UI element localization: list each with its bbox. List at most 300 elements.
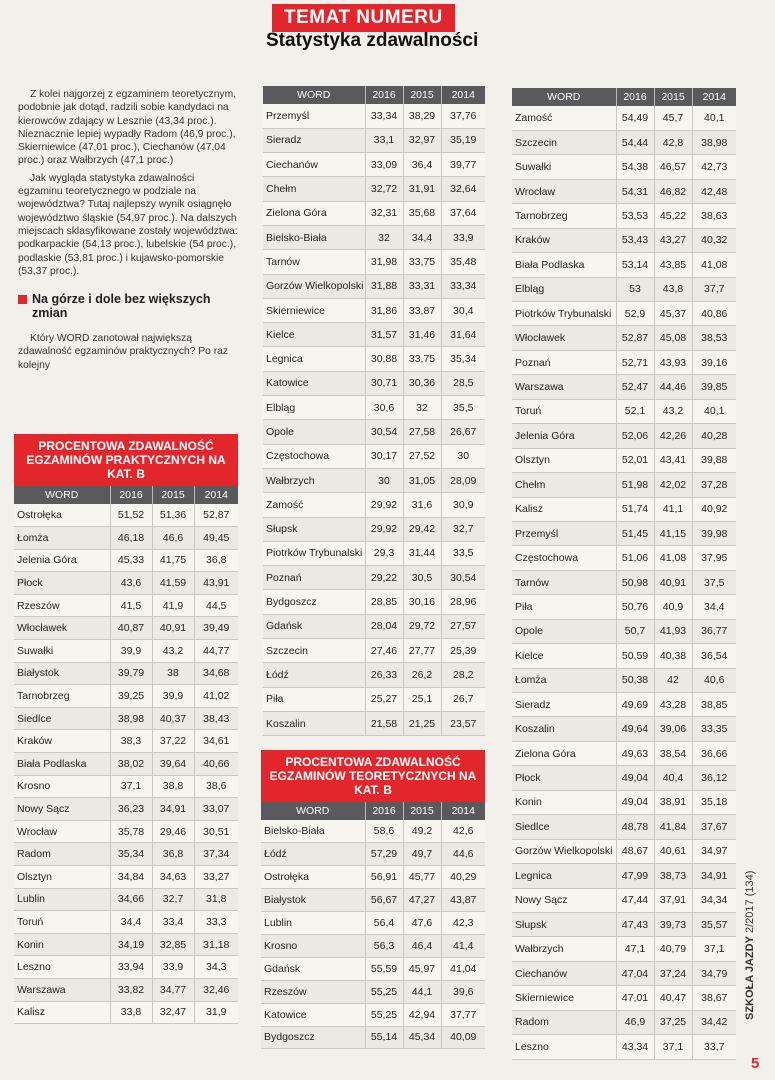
cell-value: 43,41	[654, 448, 692, 472]
cell-value: 32,7	[441, 517, 485, 541]
cell-value: 45,22	[654, 204, 692, 228]
cell-value: 27,77	[403, 639, 441, 663]
cell-value: 41,5	[110, 594, 152, 617]
cell-value: 30,5	[403, 566, 441, 590]
cell-word: Ciechanów	[512, 961, 616, 985]
cell-value: 26,2	[403, 663, 441, 687]
theoretical-table-continued	[512, 88, 736, 1060]
theoretical-table	[261, 802, 485, 1049]
cell-value: 32,72	[365, 177, 403, 201]
cell-value: 47,6	[403, 912, 441, 935]
article-paragraph: Który WORD zanotował największą zdawalność egzaminów praktycznych? Po raz kolejny	[18, 333, 229, 371]
table-row	[14, 640, 238, 663]
column-header-2015: 2015	[403, 86, 441, 104]
cell-value: 31,86	[365, 298, 403, 322]
column-header-2016: 2016	[616, 88, 654, 106]
cell-value: 31,44	[403, 541, 441, 565]
cell-value: 55,59	[365, 957, 403, 980]
cell-value: 36,8	[152, 843, 194, 866]
table-row	[261, 1026, 485, 1049]
table-row	[263, 541, 485, 565]
table-row	[512, 790, 736, 814]
cell-word: Zamość	[512, 106, 616, 130]
cell-value: 33,27	[194, 866, 238, 889]
cell-value: 37,1	[110, 775, 152, 798]
cell-word: Gorzów Wielkopolski	[263, 274, 365, 298]
cell-value: 43,85	[654, 253, 692, 277]
cell-word: Siedlce	[14, 707, 110, 730]
cell-value: 50,98	[616, 570, 654, 594]
cell-word: Bydgoszcz	[261, 1026, 365, 1049]
cell-value: 37,77	[441, 1003, 485, 1026]
cell-value: 49,63	[616, 741, 654, 765]
cell-word: Legnica	[512, 864, 616, 888]
cell-value: 29,42	[403, 517, 441, 541]
cell-value: 52,06	[616, 424, 654, 448]
cell-value: 41,75	[152, 549, 194, 572]
cell-value: 50,38	[616, 668, 654, 692]
cell-word: Wałbrzych	[263, 468, 365, 492]
cell-value: 33,09	[365, 153, 403, 177]
cell-word: Tarnów	[512, 570, 616, 594]
cell-value: 42,3	[441, 912, 485, 935]
cell-value: 34,84	[110, 866, 152, 889]
cell-value: 38	[152, 662, 194, 685]
table-row	[512, 912, 736, 936]
cell-value: 58,6	[365, 820, 403, 843]
table-row	[263, 566, 485, 590]
cell-value: 30,36	[403, 371, 441, 395]
cell-value: 43,27	[654, 228, 692, 252]
cell-word: Płock	[14, 572, 110, 595]
cell-value: 31,46	[403, 323, 441, 347]
cell-value: 40,28	[692, 424, 736, 448]
cell-value: 31,64	[441, 323, 485, 347]
cell-value: 45,77	[403, 866, 441, 889]
table-row	[512, 228, 736, 252]
cell-value: 44,5	[194, 594, 238, 617]
cell-value: 36,23	[110, 798, 152, 821]
table-row	[512, 937, 736, 961]
cell-word: Kraków	[512, 228, 616, 252]
cell-word: Bielsko-Biała	[261, 820, 365, 843]
cell-value: 29,46	[152, 820, 194, 843]
cell-value: 32,46	[194, 978, 238, 1001]
cell-value: 32,85	[152, 933, 194, 956]
cell-value: 27,46	[365, 639, 403, 663]
column-header-word: WORD	[14, 486, 110, 504]
table-row	[14, 617, 238, 640]
cell-value: 35,19	[441, 128, 485, 152]
cell-value: 31,57	[365, 323, 403, 347]
cell-value: 49,45	[194, 527, 238, 550]
cell-value: 47,04	[616, 961, 654, 985]
cell-value: 44,6	[441, 843, 485, 866]
cell-value: 43,28	[654, 693, 692, 717]
cell-value: 55,25	[365, 1003, 403, 1026]
table-row	[261, 866, 485, 889]
table-row	[512, 986, 736, 1010]
column-header-2015: 2015	[654, 88, 692, 106]
cell-word: Jelenia Góra	[14, 549, 110, 572]
cell-word: Częstochowa	[512, 546, 616, 570]
cell-word: Gdańsk	[261, 957, 365, 980]
cell-word: Toruń	[14, 911, 110, 934]
table-row	[512, 717, 736, 741]
cell-value: 49,64	[616, 717, 654, 741]
table-row	[512, 1035, 736, 1059]
cell-word: Chełm	[263, 177, 365, 201]
table-row	[512, 424, 736, 448]
cell-value: 38,63	[692, 204, 736, 228]
page-title: Statystyka zdawalności	[266, 30, 479, 51]
table-row	[261, 934, 485, 957]
cell-word: Opole	[263, 420, 365, 444]
cell-value: 39,06	[654, 717, 692, 741]
cell-value: 54,31	[616, 179, 654, 203]
cell-value: 42,6	[441, 820, 485, 843]
cell-value: 34,4	[110, 911, 152, 934]
cell-value: 52,71	[616, 350, 654, 374]
cell-value: 55,25	[365, 980, 403, 1003]
cell-value: 42	[654, 668, 692, 692]
cell-value: 41,02	[194, 685, 238, 708]
cell-word: Szczecin	[512, 130, 616, 154]
cell-value: 49,69	[616, 693, 654, 717]
cell-value: 52,47	[616, 375, 654, 399]
cell-value: 28,5	[441, 371, 485, 395]
cell-value: 34,68	[194, 662, 238, 685]
cell-value: 33,3	[194, 911, 238, 934]
cell-value: 27,57	[441, 614, 485, 638]
table-row	[14, 775, 238, 798]
cell-word: Biała Podlaska	[512, 253, 616, 277]
cell-value: 35,48	[441, 250, 485, 274]
cell-word: Skierniewice	[263, 298, 365, 322]
table-row	[14, 956, 238, 979]
cell-value: 49,2	[403, 820, 441, 843]
table-row	[263, 614, 485, 638]
cell-value: 31,8	[194, 888, 238, 911]
cell-word: Łomża	[14, 527, 110, 550]
table-row	[263, 444, 485, 468]
cell-word: Leszno	[512, 1035, 616, 1059]
cell-value: 37,91	[654, 888, 692, 912]
cell-value: 43,34	[616, 1035, 654, 1059]
cell-value: 25,1	[403, 687, 441, 711]
cell-value: 37,67	[692, 815, 736, 839]
cell-word: Wrocław	[14, 820, 110, 843]
cell-word: Kalisz	[512, 497, 616, 521]
cell-word: Warszawa	[512, 375, 616, 399]
cell-value: 34,34	[692, 888, 736, 912]
theoretical-table-cont-box	[512, 88, 736, 1060]
cell-value: 33,35	[692, 717, 736, 741]
cell-value: 38,91	[654, 790, 692, 814]
table-row	[261, 980, 485, 1003]
table-row	[263, 711, 485, 735]
cell-value: 29,3	[365, 541, 403, 565]
cell-value: 41,08	[692, 253, 736, 277]
cell-value: 32,31	[365, 201, 403, 225]
cell-value: 30,17	[365, 444, 403, 468]
cell-value: 38,02	[110, 753, 152, 776]
cell-value: 30,4	[441, 298, 485, 322]
cell-word: Krosno	[14, 775, 110, 798]
table-row	[512, 644, 736, 668]
table-row	[512, 179, 736, 203]
cell-word: Toruń	[512, 399, 616, 423]
table-row	[263, 323, 485, 347]
table-row	[512, 864, 736, 888]
column-header-2016: 2016	[365, 802, 403, 820]
cell-value: 38,3	[110, 730, 152, 753]
cell-value: 33,9	[152, 956, 194, 979]
column-header-2015: 2015	[152, 486, 194, 504]
table-row	[14, 866, 238, 889]
cell-value: 43,91	[194, 572, 238, 595]
section-badge: TEMAT NUMERU	[272, 4, 455, 32]
cell-word: Olsztyn	[14, 866, 110, 889]
cell-value: 41,4	[441, 934, 485, 957]
cell-value: 43,2	[152, 640, 194, 663]
cell-value: 25,39	[441, 639, 485, 663]
cell-value: 34,4	[403, 225, 441, 249]
practical-table-continued	[263, 86, 485, 736]
cell-value: 39,16	[692, 350, 736, 374]
cell-word: Włocławek	[14, 617, 110, 640]
table-row	[512, 546, 736, 570]
cell-value: 29,92	[365, 493, 403, 517]
cell-value: 21,25	[403, 711, 441, 735]
cell-word: Kielce	[263, 323, 365, 347]
cell-value: 40,37	[152, 707, 194, 730]
cell-word: Chełm	[512, 473, 616, 497]
table-row	[512, 619, 736, 643]
cell-value: 28,2	[441, 663, 485, 687]
cell-value: 38,29	[403, 104, 441, 128]
cell-value: 35,18	[692, 790, 736, 814]
table-row	[14, 527, 238, 550]
column-header-2015: 2015	[403, 802, 441, 820]
cell-value: 38,73	[654, 864, 692, 888]
cell-value: 31,05	[403, 468, 441, 492]
cell-value: 52,9	[616, 302, 654, 326]
cell-word: Tarnobrzeg	[14, 685, 110, 708]
table-row	[263, 128, 485, 152]
cell-word: Konin	[512, 790, 616, 814]
practical-table	[14, 486, 238, 1024]
cell-value: 52,01	[616, 448, 654, 472]
cell-value: 34,91	[692, 864, 736, 888]
cell-value: 28,09	[441, 468, 485, 492]
cell-value: 33,34	[441, 274, 485, 298]
table-row	[263, 493, 485, 517]
article-subheading: Na górze i dole bez większych zmian	[18, 292, 240, 320]
column-header-2014: 2014	[441, 86, 485, 104]
cell-value: 54,38	[616, 155, 654, 179]
table-row	[14, 933, 238, 956]
cell-value: 34,77	[152, 978, 194, 1001]
cell-value: 38,85	[692, 693, 736, 717]
table-row	[512, 302, 736, 326]
cell-value: 53,53	[616, 204, 654, 228]
cell-word: Suwałki	[14, 640, 110, 663]
table-row	[14, 730, 238, 753]
cell-value: 33,07	[194, 798, 238, 821]
table-row	[263, 663, 485, 687]
cell-value: 40,1	[692, 399, 736, 423]
cell-value: 57,29	[365, 843, 403, 866]
table-row	[261, 820, 485, 843]
cell-value: 34,91	[152, 798, 194, 821]
cell-value: 34,3	[194, 956, 238, 979]
table-row	[263, 396, 485, 420]
cell-value: 43,2	[654, 399, 692, 423]
table-row	[263, 517, 485, 541]
table-row	[512, 350, 736, 374]
cell-value: 38,43	[194, 707, 238, 730]
cell-value: 37,25	[654, 1010, 692, 1034]
cell-value: 42,94	[403, 1003, 441, 1026]
cell-word: Ostrołęka	[14, 504, 110, 527]
cell-value: 34,4	[692, 595, 736, 619]
cell-word: Nowy Sącz	[512, 888, 616, 912]
cell-value: 53,43	[616, 228, 654, 252]
cell-value: 33,94	[110, 956, 152, 979]
cell-value: 40,47	[654, 986, 692, 1010]
cell-value: 34,97	[692, 839, 736, 863]
cell-value: 37,64	[441, 201, 485, 225]
cell-value: 48,67	[616, 839, 654, 863]
cell-value: 36,66	[692, 741, 736, 765]
cell-word: Olsztyn	[512, 448, 616, 472]
table-row	[512, 668, 736, 692]
cell-value: 45,7	[654, 106, 692, 130]
cell-value: 33,75	[403, 250, 441, 274]
cell-word: Piotrków Trybunalski	[263, 541, 365, 565]
cell-value: 33,34	[365, 104, 403, 128]
table-row	[263, 468, 485, 492]
magazine-footer	[744, 870, 766, 1020]
cell-value: 30	[441, 444, 485, 468]
table-row	[263, 225, 485, 249]
cell-value: 37,34	[194, 843, 238, 866]
theoretical-table-title: PROCENTOWA ZDAWALNOŚĆ EGZAMINÓW TEORETYCZNYCH NA KAT. B	[261, 750, 485, 802]
cell-value: 51,06	[616, 546, 654, 570]
table-row	[263, 201, 485, 225]
cell-word: Jelenia Góra	[512, 424, 616, 448]
cell-value: 52,1	[616, 399, 654, 423]
cell-value: 49,04	[616, 766, 654, 790]
cell-value: 30,51	[194, 820, 238, 843]
table-row	[512, 375, 736, 399]
cell-word: Katowice	[263, 371, 365, 395]
cell-value: 34,19	[110, 933, 152, 956]
cell-value: 54,49	[616, 106, 654, 130]
table-row	[14, 504, 238, 527]
table-row	[512, 253, 736, 277]
cell-value: 36,77	[692, 619, 736, 643]
column-header-2016: 2016	[365, 86, 403, 104]
cell-value: 35,68	[403, 201, 441, 225]
cell-word: Wałbrzych	[512, 937, 616, 961]
cell-value: 34,61	[194, 730, 238, 753]
table-row	[512, 130, 736, 154]
cell-word: Sieradz	[263, 128, 365, 152]
table-row	[512, 497, 736, 521]
cell-value: 33,31	[403, 274, 441, 298]
table-row	[263, 153, 485, 177]
cell-value: 37,7	[692, 277, 736, 301]
table-row	[261, 889, 485, 912]
cell-value: 43,93	[654, 350, 692, 374]
column-header-2014: 2014	[194, 486, 238, 504]
cell-value: 27,58	[403, 420, 441, 444]
cell-value: 48,78	[616, 815, 654, 839]
cell-value: 47,1	[616, 937, 654, 961]
cell-word: Rzeszów	[14, 594, 110, 617]
cell-value: 28,96	[441, 590, 485, 614]
cell-value: 35,78	[110, 820, 152, 843]
cell-value: 46,6	[152, 527, 194, 550]
cell-word: Bielsko-Biała	[263, 225, 365, 249]
cell-value: 35,34	[441, 347, 485, 371]
cell-word: Sieradz	[512, 693, 616, 717]
cell-value: 38,54	[654, 741, 692, 765]
cell-word: Kielce	[512, 644, 616, 668]
table-row	[512, 888, 736, 912]
cell-value: 33,9	[441, 225, 485, 249]
cell-value: 46,57	[654, 155, 692, 179]
cell-value: 53,14	[616, 253, 654, 277]
cell-value: 39,88	[692, 448, 736, 472]
cell-word: Warszawa	[14, 978, 110, 1001]
table-row	[261, 912, 485, 935]
cell-value: 42,48	[692, 179, 736, 203]
cell-word: Radom	[512, 1010, 616, 1034]
cell-value: 41,04	[441, 957, 485, 980]
cell-value: 28,85	[365, 590, 403, 614]
table-row	[512, 106, 736, 130]
table-row	[14, 888, 238, 911]
cell-value: 32,64	[441, 177, 485, 201]
cell-value: 39,9	[152, 685, 194, 708]
cell-value: 55,14	[365, 1026, 403, 1049]
table-row	[512, 741, 736, 765]
page-number: 5	[751, 1055, 760, 1072]
cell-value: 41,1	[654, 497, 692, 521]
cell-value: 33,1	[365, 128, 403, 152]
cell-value: 41,59	[152, 572, 194, 595]
cell-value: 38,8	[152, 775, 194, 798]
table-row	[14, 753, 238, 776]
cell-value: 39,85	[692, 375, 736, 399]
cell-value: 30	[365, 468, 403, 492]
cell-value: 40,61	[654, 839, 692, 863]
cell-value: 45,97	[403, 957, 441, 980]
cell-word: Białystok	[14, 662, 110, 685]
cell-value: 51,52	[110, 504, 152, 527]
cell-value: 38,98	[110, 707, 152, 730]
cell-value: 30,71	[365, 371, 403, 395]
table-row	[512, 839, 736, 863]
cell-value: 53	[616, 277, 654, 301]
cell-value: 30,54	[441, 566, 485, 590]
cell-value: 44,1	[403, 980, 441, 1003]
cell-word: Elbląg	[512, 277, 616, 301]
cell-value: 40,9	[654, 595, 692, 619]
